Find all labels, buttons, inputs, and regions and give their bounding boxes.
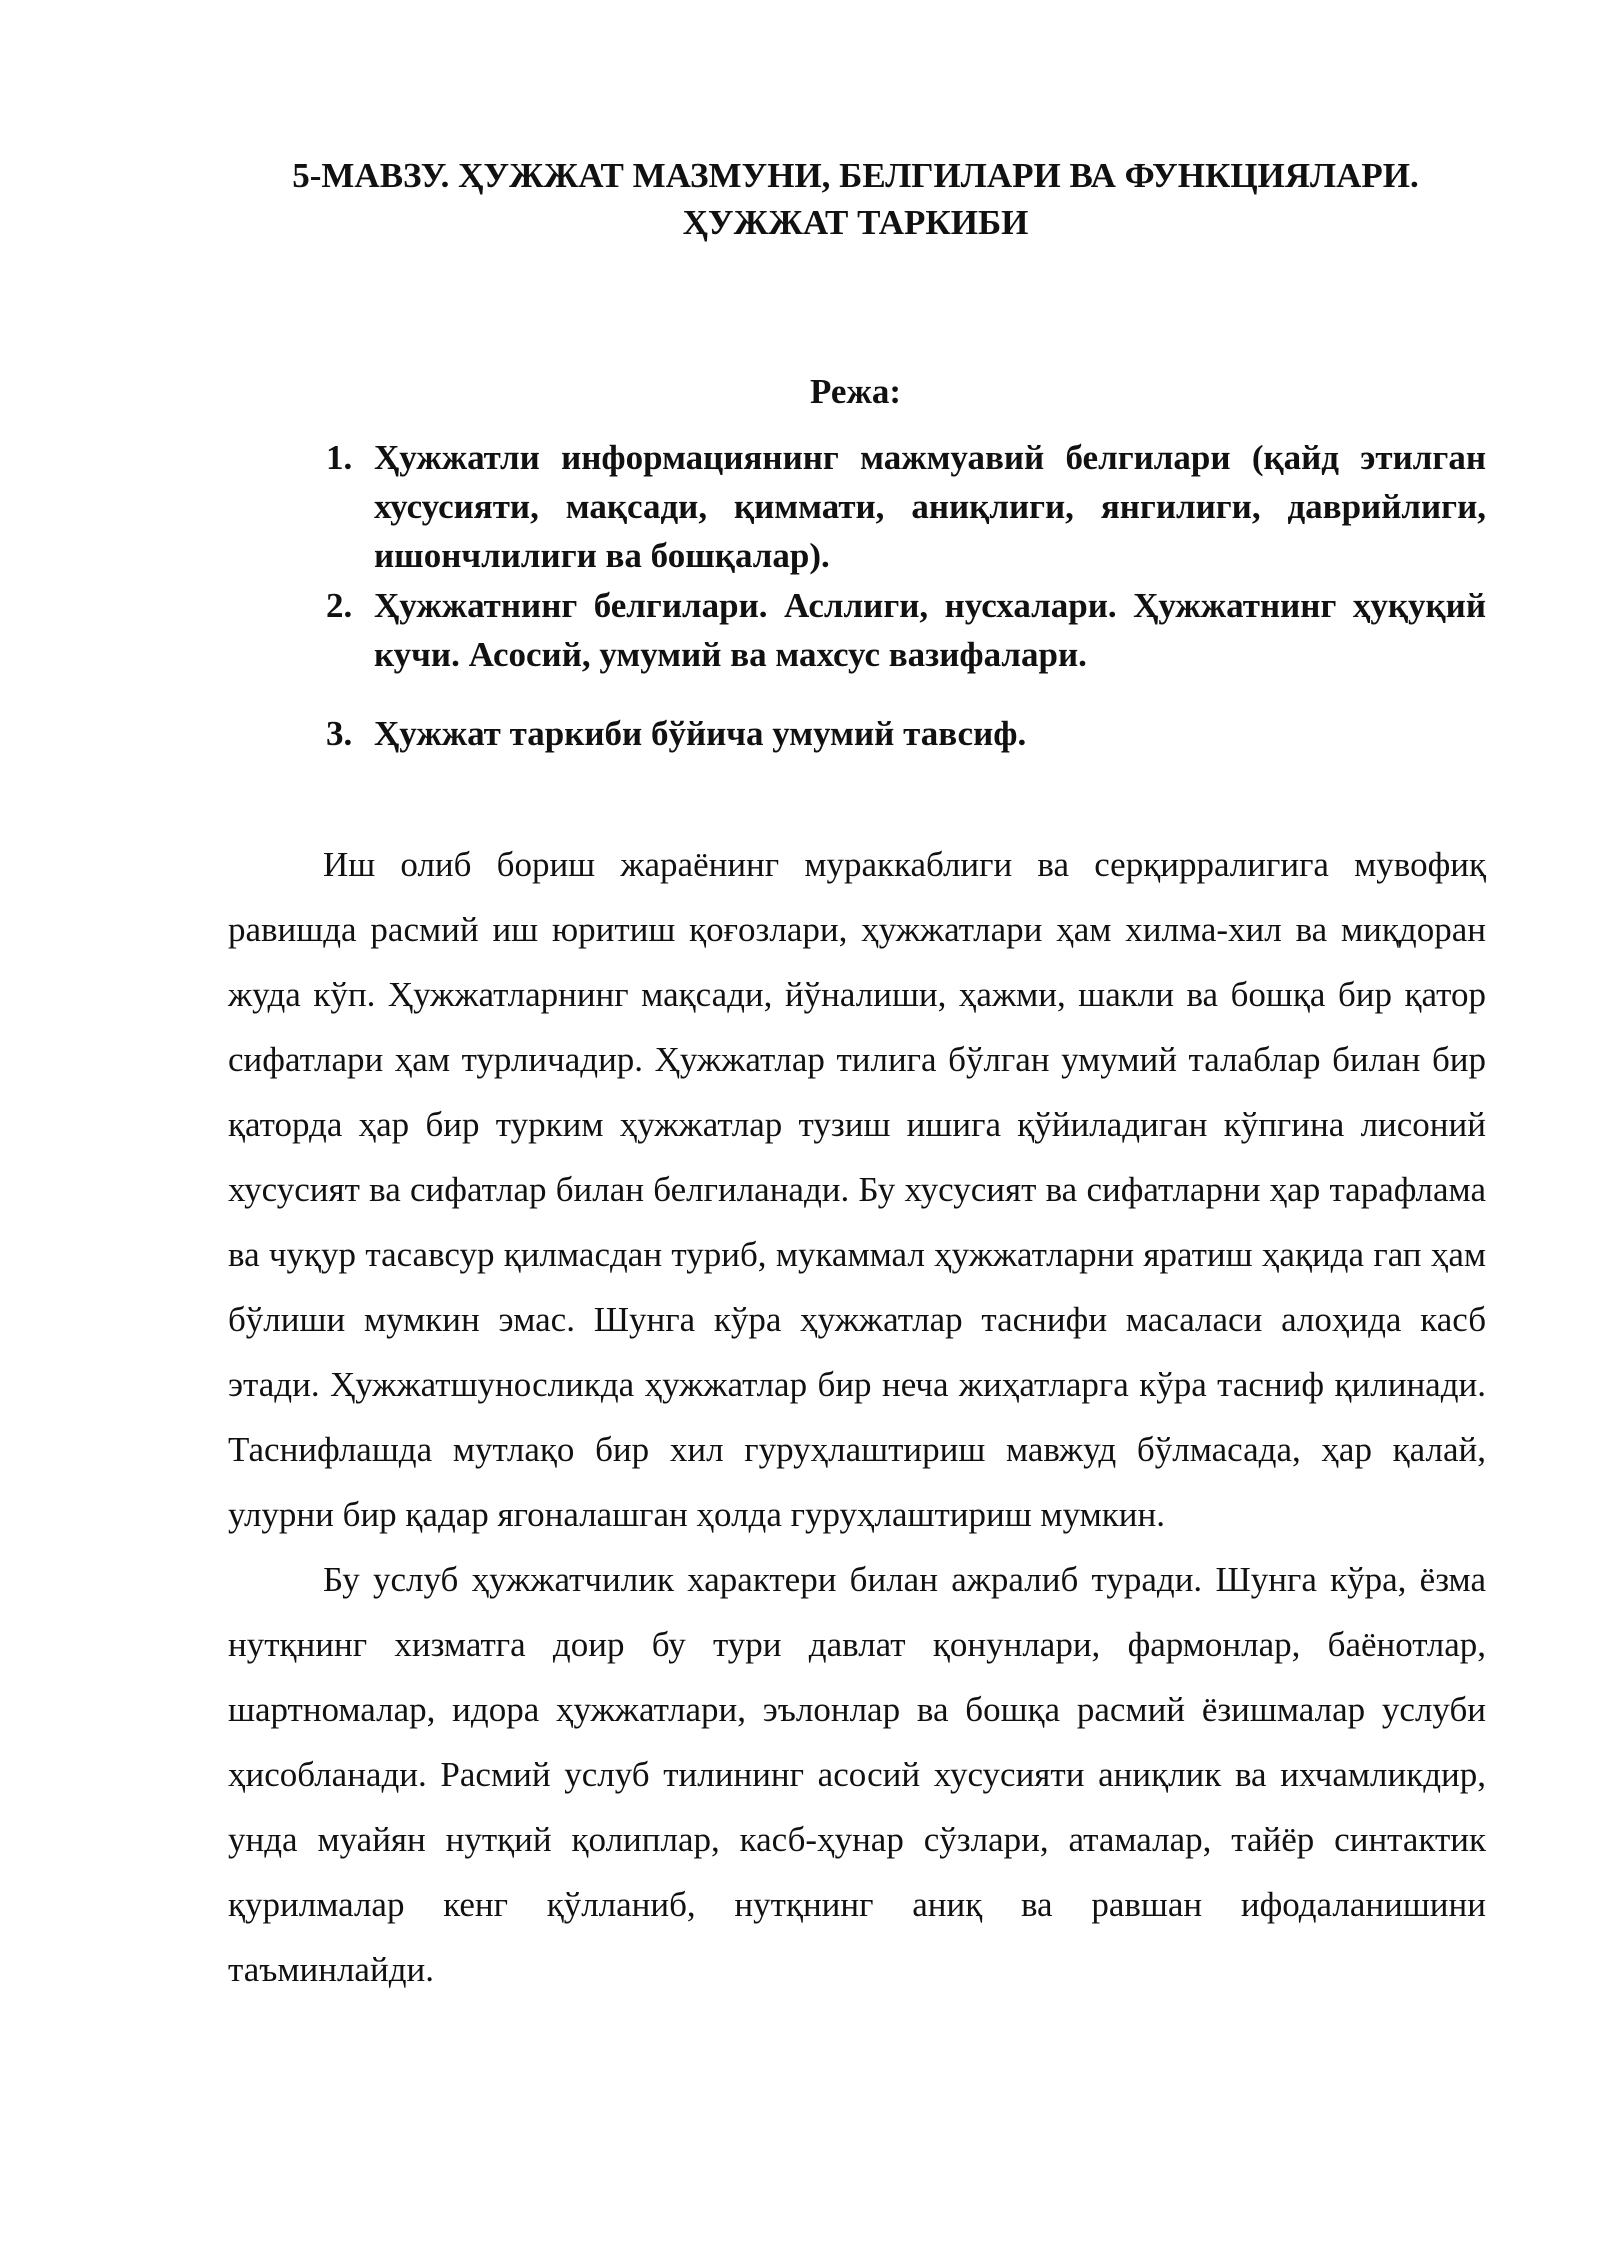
plan-item-number: 3. xyxy=(326,714,353,753)
plan-item-text: Ҳужжат таркиби бўйича умумий тавсиф. xyxy=(374,714,1027,753)
plan-item-2 xyxy=(326,581,1486,679)
plan-item-number: 2. xyxy=(326,586,353,625)
paragraph-2: Бу услуб ҳужжатчилик характери билан ажралиб туради. Шунга кўра, ёзма нутқнинг хизматга доир бу тури давлат қонунлари, фармонлар, баёнотлар, шартномалар, идора ҳужжатлари, эълонлар ва бошқа расмий ёзишмалар услуби ҳисобланади. Расмий услуб тилининг асосий хусусияти аниқлик ва ихчамликдир, унда муайян нутқий қолиплар, касб-ҳунар сўзлари, атамалар, тайёр синтактик қурилмалар кенг қўлланиб, нутқнинг аниқ ва равшан ифодаланишини таъминлайди. xyxy=(228,1560,1486,1989)
title-line-2: ҲУЖЖАТ ТАРКИБИ xyxy=(682,203,1029,242)
title-line-1: 5-МАВЗУ. ҲУЖЖАТ МАЗМУНИ, БЕЛГИЛАРИ ВА ФУНКЦИЯЛАРИ. xyxy=(292,156,1419,195)
plan-item-text: Ҳужжатнинг белгилари. Асллиги, нусхалари. Ҳужжатнинг ҳуқуқий кучи. Асосий, умумий ва махсус вазифалари. xyxy=(374,586,1486,674)
plan-item-text: Ҳужжатли информациянинг мажмуавий белгилари (қайд этилган хусусияти, мақсади, қиммати, аниқлиги, янгилиги, даврийлиги, ишончлилиги ва бошқалар). xyxy=(374,438,1486,575)
body-text xyxy=(228,832,1486,2002)
document-title xyxy=(228,152,1483,246)
plan-item-1 xyxy=(326,433,1486,580)
plan-heading: Режа: xyxy=(810,372,901,411)
plan-item-number: 1. xyxy=(326,438,353,477)
plan-item-3 xyxy=(326,709,1486,758)
paragraph-1: Иш олиб бориш жараёнинг мураккаблиги ва серқирралигига мувофиқ равишда расмий иш юритиш қоғозлари, ҳужжатлари ҳам хилма-хил ва миқдоран жуда кўп. Ҳужжатларнинг мақсади, йўналиши, ҳажми, шакли ва бошқа бир қатор сифатлари ҳам турличадир. Ҳужжатлар тилига бўлган умумий талаблар билан бир қаторда ҳар бир турким ҳужжатлар тузиш ишига қўйиладиган кўпгина лисоний хусусият ва сифатлар билан белгиланади. Бу хусусият ва сифатларни ҳар тарафлама ва чуқур тасавсур қилмасдан туриб, мукаммал ҳужжатларни яратиш ҳақида гап ҳам бўлиши мумкин эмас. Шунга кўра ҳужжатлар таснифи масаласи алоҳида касб этади. Ҳужжатшуносликда ҳужжатлар бир неча жиҳатларга кўра тасниф қилинади. Таснифлашда мутлақо бир хил гуруҳлаштириш мавжуд бўлмасада, ҳар қалай, улурни бир қадар ягоналашган ҳолда гуруҳлаштириш мумкин. xyxy=(228,845,1486,1534)
